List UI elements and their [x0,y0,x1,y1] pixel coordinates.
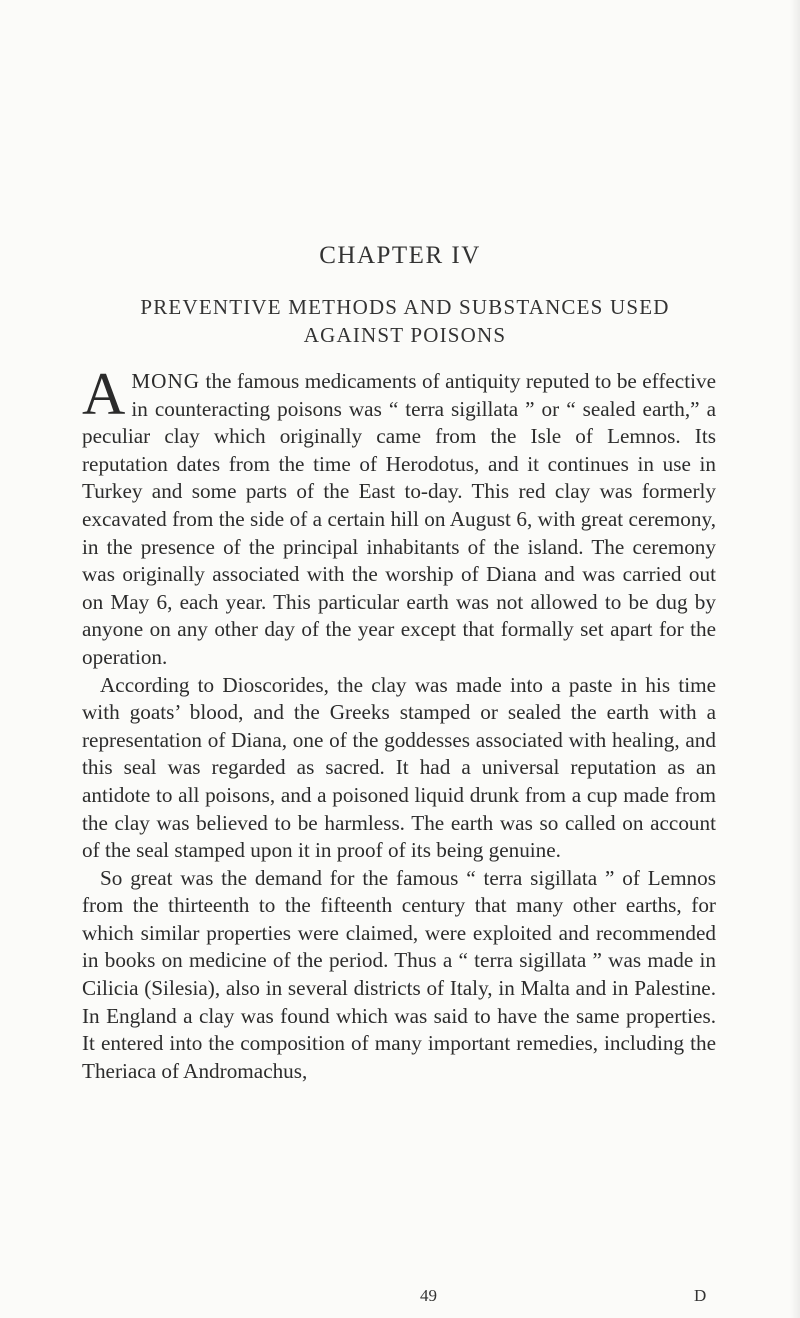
paragraph-2: According to Dioscorides, the clay was made into a paste in his time with goats’ blood, and the Greeks stamped or sealed the earth with a representation of Diana, one of the goddesses associated with healing, and this seal was regarded as sacred. It had a universal reputation as an antidote to all poisons, and a poisoned liquid drunk from a cup made from the clay was believed to be harmless. The earth was so called on account of the seal stamped upon it in proof of its being genuine. [82,672,716,863]
paragraph-3: So great was the demand for the famous “ terra sigillata ” of Lemnos from the thirteenth to the fifteenth century that many other earths, for which similar properties were claimed, were exploited and recommended in books on medicine of the period. Thus a “ terra sigillata ” was made in Cilicia (Silesia), also in several districts of Italy, in Malta and in Palestine. In England a clay was found which was said to have the same properties. It entered into the composition of many important remedies, including the Theriaca of Andromachus, [82,865,716,1083]
opening-word: MONG [131,369,201,393]
page-number: 49 [420,1286,437,1305]
signature-mark: D [694,1286,707,1305]
section-heading-line-1: PREVENTIVE METHODS AND SUBSTANCES USED [140,295,670,319]
drop-cap: A [82,361,126,427]
paragraph-1-text: the famous medicaments of antiquity reputed to be effective in counteracting poisons was “ terra sigillata ” or “ sealed earth,” a peculiar clay which originally came from the Isle of Lemnos. Its reputation dates from the time of Herodotus, and it continues in use in Turkey and some parts of the East to-day. This red clay was formerly excavated from the side of a certain hill on August 6, with great ceremony, in the presence of the principal inhabitants of the island. The ceremony was originally associated with the worship of Diana and was carried out on May 6, each year. This particular earth was not allowed to be dug by anyone on any other day of the year except that formally set apart for the operation. [82,369,716,669]
chapter-title: CHAPTER IV [319,242,481,269]
paragraph-1 [82,361,716,672]
body-text [82,361,716,1085]
page-edge-shadow [790,0,800,1318]
section-heading [80,293,730,349]
section-heading-line-2: AGAINST POISONS [303,323,507,347]
